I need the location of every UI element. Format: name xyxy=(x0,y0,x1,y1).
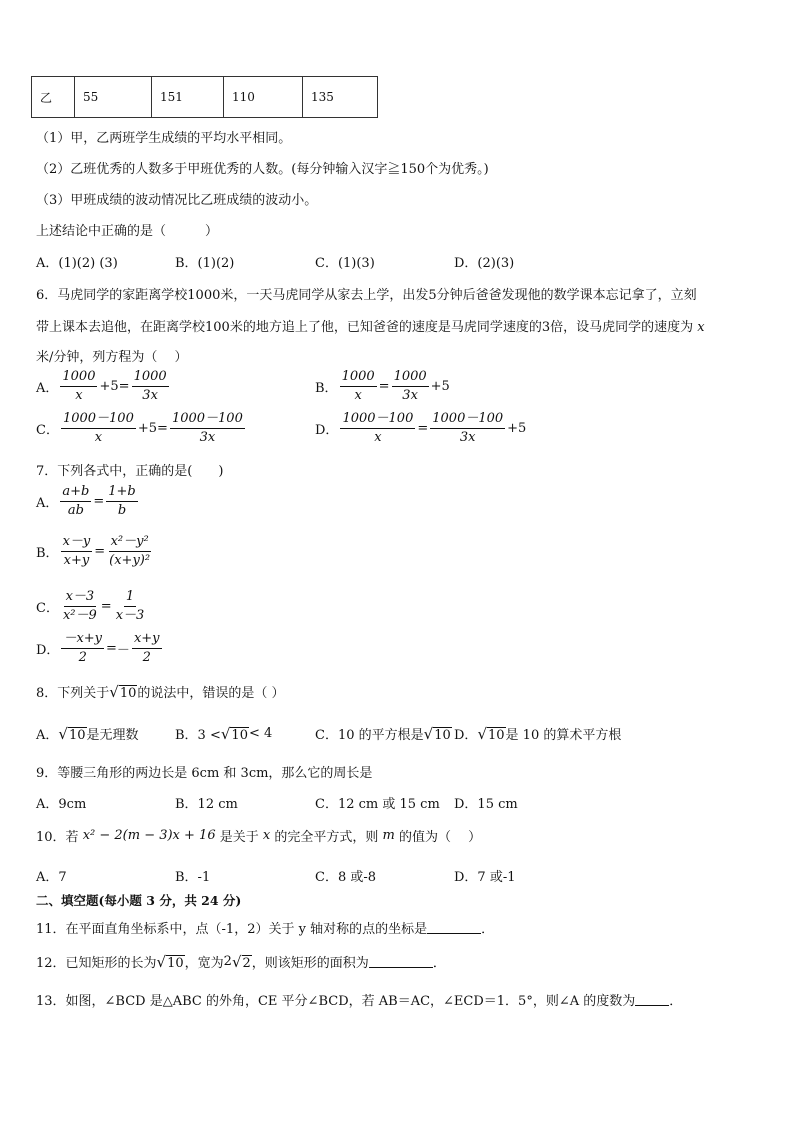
q8-stem: 8．下列关于 √ 10 的说法中，错误的是（ ） xyxy=(36,682,285,701)
q10-option-c: C．8 或-8 xyxy=(315,870,377,885)
q9-option-b: B．12 cm xyxy=(175,797,238,812)
q9-option-a: A．9cm xyxy=(36,797,87,812)
table-cell: 55 xyxy=(75,77,152,118)
q6-stem-line2: 带上课本去追他，在距离学校100米的地方追上了他，已知爸爸的速度是马虎同学速度的3倍，设马虎同学的速度为 x xyxy=(36,320,705,335)
table-cell: 110 xyxy=(224,77,303,118)
q6-option-c: C． $\frac{1000-100}{x}$ +5 = $\frac{1000-100}{3x}$ xyxy=(36,411,243,445)
table-row xyxy=(32,77,378,118)
section-heading: 二、填空题(每小题 3 分，共 24 分) xyxy=(36,893,242,908)
q6-option-b: B． $\frac{1000}{x}$ = $\frac{1000}{3x}$ +5 xyxy=(315,369,450,403)
q13-stem: 13．如图，∠BCD 是△ABC 的外角，CE 平分∠BCD，若 AB＝AC，∠ECD＝1．5°，则∠A 的度数为 ． xyxy=(36,994,683,1009)
q8-option-c: C．10 的平方根是 √ 10 xyxy=(315,724,451,743)
q5-statement-2: （2）乙班优秀的人数多于甲班优秀的人数。(每分钟输入汉字≧150个为优秀。) xyxy=(36,162,489,177)
q5-option-b: B．(1)(2) xyxy=(175,256,235,271)
sqrt-10: √ 10 xyxy=(109,682,137,701)
q10-option-a: A．7 xyxy=(36,870,67,885)
q8-option-b: B．3 < √ 10 < 4 xyxy=(175,724,273,743)
q7-option-c: C． $\frac{x-3}{\text{x²－9}}$ = $\frac{1}{x-3}$ xyxy=(36,589,145,623)
q7-stem: 7．下列各式中，正确的是( ) xyxy=(36,464,224,479)
q9-stem: 9．等腰三角形的两边长是 6cm 和 3cm，那么它的周长是 xyxy=(36,766,373,781)
q6-option-a: A． $\frac{1000}{x}$ +5 = $\frac{1000}{3x}$ xyxy=(36,369,167,403)
q5-option-a: A．(1)(2) (3) xyxy=(36,256,118,271)
q9-option-d: D．15 cm xyxy=(454,797,518,812)
table-cell: 151 xyxy=(152,77,224,118)
q10-option-b: B．-1 xyxy=(175,870,211,885)
q7-option-d: D． $\frac{-x+y}{2}$ = － $\frac{x+y}{2}$ xyxy=(36,631,160,665)
q8-option-a: A． √ 10 是无理数 xyxy=(36,724,139,743)
q11-stem: 11．在平面直角坐标系中，点（-1，2）关于 y 轴对称的点的坐标是 ． xyxy=(36,922,495,937)
table-cell: 135 xyxy=(303,77,378,118)
q5-stem: 上述结论中正确的是（ ） xyxy=(36,224,219,239)
q10-stem: 10．若 x² − 2(m − 3)x + 16 是关于 x 的完全平方式，则 m 的值为（ ） xyxy=(36,828,482,845)
q9-option-c: C．12 cm 或 15 cm xyxy=(315,797,440,812)
answer-blank[interactable] xyxy=(369,955,433,968)
answer-blank[interactable] xyxy=(635,993,669,1006)
table-cell: 乙 xyxy=(32,77,75,118)
q8-option-d: D． √ 10 是 10 的算术平方根 xyxy=(454,724,622,743)
q5-option-c: C．(1)(3) xyxy=(315,256,375,271)
q10-option-d: D．7 或-1 xyxy=(454,870,516,885)
q6-stem-line3: 米/分钟，列方程为（ ） xyxy=(36,350,188,365)
answer-blank[interactable] xyxy=(427,921,481,934)
q5-statement-1: （1）甲，乙两班学生成绩的平均水平相同。 xyxy=(36,131,292,146)
q7-option-a: A． $\frac{a+b}{ab}$ = $\frac{1+b}{b}$ xyxy=(36,484,136,518)
q5-statement-3: （3）甲班成绩的波动情况比乙班成绩的波动小。 xyxy=(36,193,318,208)
q7-option-b: B． $\frac{x-y}{x+y}$ = $\frac{\text{x²－y²}}{\text{(x+y)²}}$ xyxy=(36,534,151,568)
score-table xyxy=(31,76,378,118)
q6-stem-line1: 6．马虎同学的家距离学校1000米，一天马虎同学从家去上学，出发5分钟后爸爸发现他的数学课本忘记拿了，立刻 xyxy=(36,288,697,303)
q12-stem: 12．已知矩形的长为 √ 10 ，宽为 2 √ 2 ，则该矩形的面积为 ． xyxy=(36,952,446,971)
q5-option-d: D．(2)(3) xyxy=(454,256,515,271)
q6-option-d: D． $\frac{1000-100}{x}$ = $\frac{1000-100}{3x}$ +5 xyxy=(315,411,527,445)
